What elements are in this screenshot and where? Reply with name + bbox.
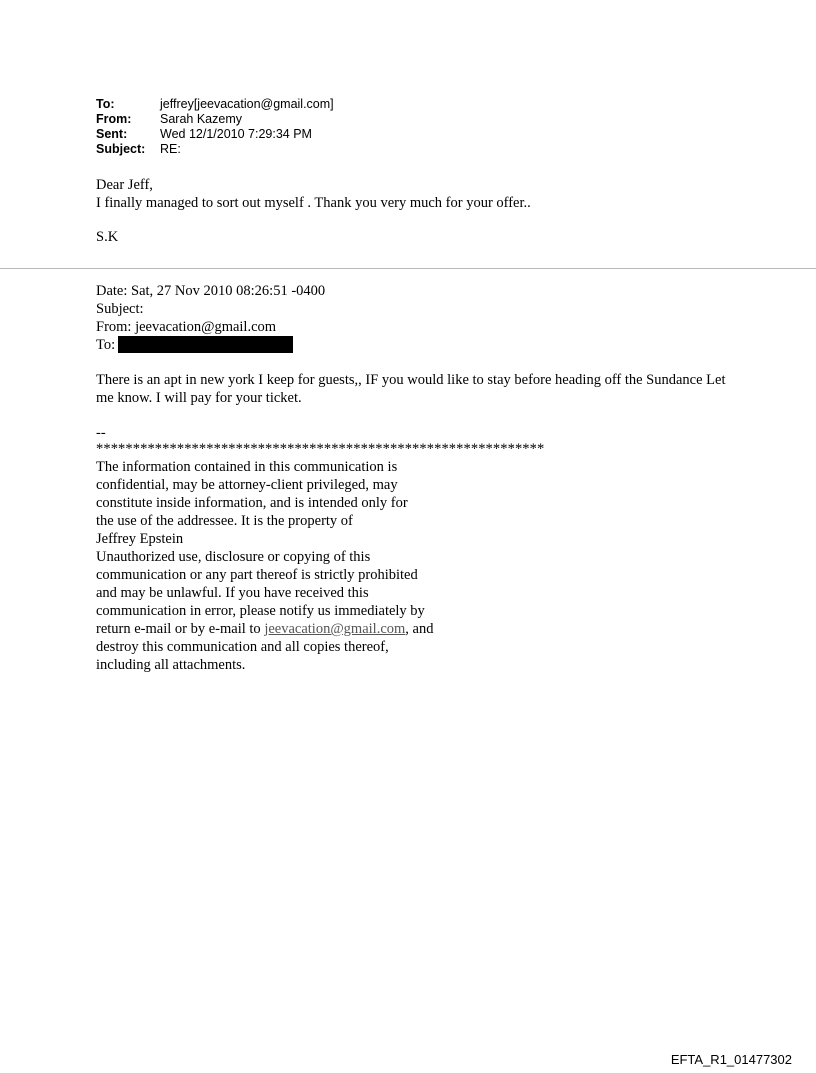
from-value: Sarah Kazemy [160,112,242,126]
reply-signature: S.K [96,229,119,245]
original-to-row [96,336,756,354]
header-sent-row [96,127,334,142]
return-suffix: , and [405,621,434,637]
original-body: There is an apt in new york I keep for guests,, IF you would like to stay before heading off the Sundance Let me know. I will pay for your ticket. [96,372,726,406]
disclaimer-return-line [96,620,756,638]
original-message [96,282,756,674]
reply-message [96,176,531,246]
disclaimer-line: communication or any part thereof is strictly prohibited [96,567,418,583]
disclaimer-line: destroy this communication and all copies thereof, [96,639,389,655]
disclaimer-line: The information contained in this communication is [96,459,398,475]
subject-value: RE: [160,142,181,156]
disclaimer-line: confidential, may be attorney-client privileged, may [96,477,398,493]
email-link[interactable]: jeevacation@gmail.com [264,621,406,637]
disclaimer-line: and may be unlawful. If you have received this [96,585,369,601]
original-to-label: To: [96,337,116,353]
disclaimer-line: Jeffrey Epstein [96,531,184,547]
header-from-row [96,112,334,127]
email-header [96,97,334,157]
confidentiality-disclaimer [96,458,756,674]
from-label: From: [96,112,132,126]
disclaimer-line: the use of the addressee. It is the property of [96,513,353,529]
return-prefix: return e-mail or by e-mail to [96,621,265,637]
to-label: To: [96,97,115,111]
header-to-row [96,97,334,112]
asterisk-rule: ************************************************************* [96,442,545,457]
redaction-box [118,336,293,353]
message-divider [0,268,816,269]
signature-separator: -- [96,425,106,441]
document-id: EFTA_R1_01477302 [670,1052,792,1067]
disclaimer-line: communication in error, please notify us immediately by [96,603,425,619]
reply-greeting: Dear Jeff, [96,177,153,193]
original-from: From: jeevacation@gmail.com [96,319,277,335]
header-subject-row [96,142,334,157]
disclaimer-line: constitute inside information, and is intended only for [96,495,408,511]
subject-label: Subject: [96,142,146,156]
sent-value: Wed 12/1/2010 7:29:34 PM [160,127,312,141]
sent-label: Sent: [96,127,128,141]
original-subject: Subject: [96,301,144,317]
disclaimer-line: including all attachments. [96,657,246,673]
original-date: Date: Sat, 27 Nov 2010 08:26:51 -0400 [96,283,326,299]
disclaimer-line: Unauthorized use, disclosure or copying of this [96,549,371,565]
reply-body: I finally managed to sort out myself . Thank you very much for your offer.. [96,195,531,211]
to-value: jeffrey[jeevacation@gmail.com] [160,97,334,111]
